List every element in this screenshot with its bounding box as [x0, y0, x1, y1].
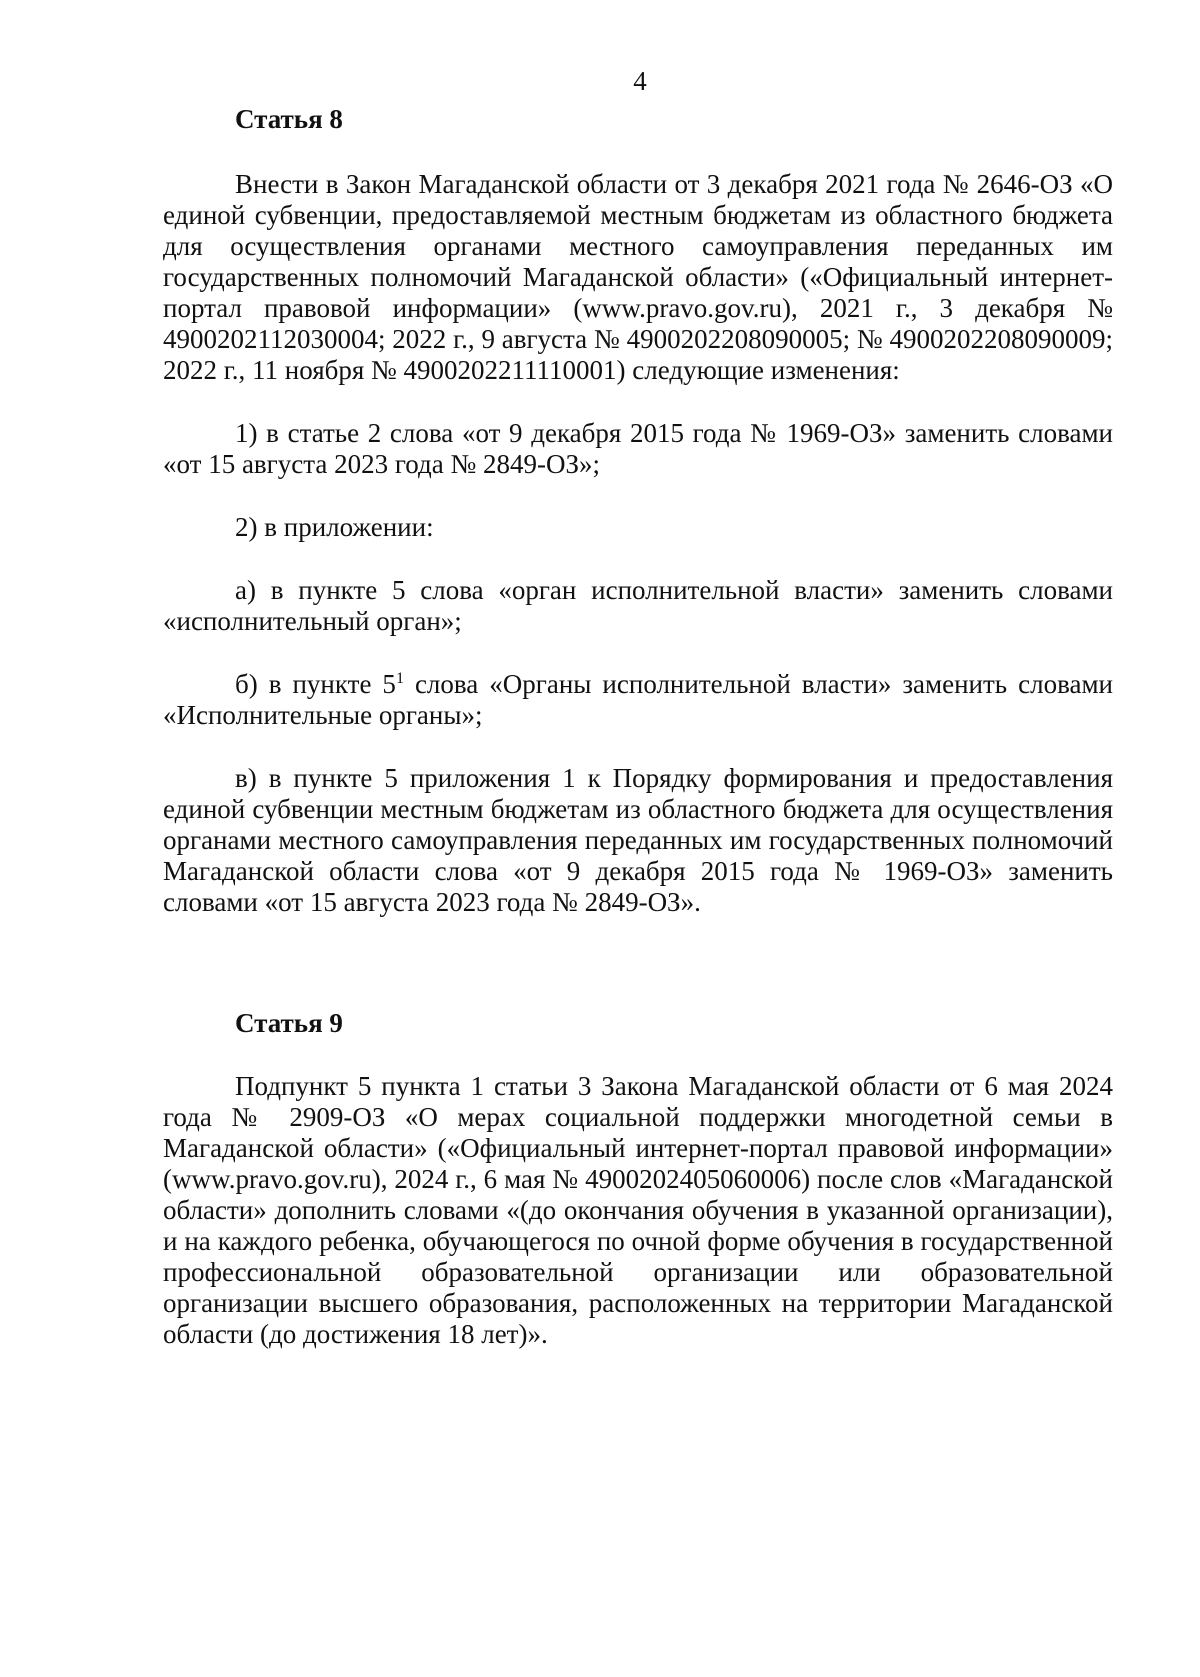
item-2b-superscript: 1	[395, 670, 404, 687]
article-8	[163, 104, 1113, 918]
article-8-item-2c: в) в пункте 5 приложения 1 к Порядку формирования и предоставления единой субвенции местным бюджетам из областного бюджета для осуществления органами местного самоуправления переданных им государственных полномочий Магаданской области слова «от 9 декабря 2015 года № 1969-ОЗ» заменить словами «от 15 августа 2023 года № 2849-ОЗ».	[163, 763, 1113, 917]
article-8-item-2b	[163, 669, 1113, 731]
article-9-text: Подпункт 5 пункта 1 статьи 3 Закона Магаданской области от 6 мая 2024 года № 2909-ОЗ «О мерах социальной поддержки многодетной семьи в Магаданской области» («Официальный интернет-портал правовой информации» (www.pravo.gov.ru), 2024 г., 6 мая № 4900202405060006) после слов «Магаданской области» дополнить словами «(до окончания обучения в указанной организации), и на каждого ребенка, обучающегося по очной форме обучения в государственной профессиональной образовательной организации или образовательной организации высшего образования, расположенных на территории Магаданской области (до достижения 18 лет)».	[163, 1071, 1113, 1349]
article-8-heading: Статья 8	[235, 104, 343, 134]
item-2b-text-start: б) в пункте 5	[235, 669, 396, 699]
article-8-item-1: 1) в статье 2 слова «от 9 декабря 2015 года № 1969-ОЗ» заменить словами «от 15 августа 2023 года № 2849-ОЗ»;	[163, 418, 1113, 479]
article-8-item-2: 2) в приложении:	[235, 512, 434, 542]
article-8-intro: Внести в Закон Магаданской области от 3 декабря 2021 года № 2646-ОЗ «О единой субвенции, предоставляемой местным бюджетам из областного бюджета для осуществления органами местного самоуправления переданных им государственных полномочий Магаданской области» («Официальный интернет-портал правовой информации» (www.pravo.gov.ru), 2021 г., 3 декабря № 4900202112030004; 2022 г., 9 августа № 4900202208090005; № 4900202208090009; 2022 г., 11 ноября № 4900202211110001) следующие изменения:	[163, 169, 1113, 385]
page-number: 4	[633, 66, 647, 96]
article-9	[163, 1008, 1113, 1350]
article-8-item-2a: а) в пункте 5 слова «орган исполнительной власти» заменить словами «исполнительный орган»;	[163, 575, 1113, 636]
item-2b-text-end: слова «Органы исполнительной власти» заменить словами «Исполнительные органы»;	[163, 669, 1113, 730]
article-9-heading: Статья 9	[235, 1008, 343, 1038]
